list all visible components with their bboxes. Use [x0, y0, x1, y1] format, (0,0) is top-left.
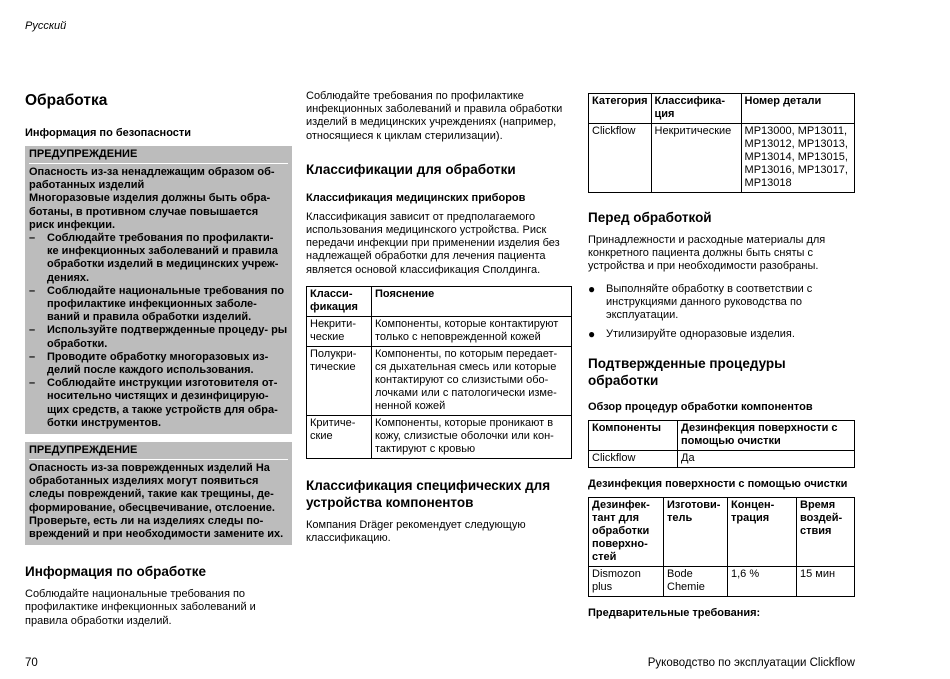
column-2: [306, 90, 572, 554]
warning-box: [25, 146, 292, 434]
med-class-heading: Классификация медицинских приборов: [306, 191, 526, 204]
prereq-heading: Предварительные требования:: [588, 607, 761, 620]
table-cell: 15 мин: [797, 567, 855, 597]
overview-heading: Обзор процедур обработки компонентов: [588, 401, 813, 414]
table-cell: Полукри- тические: [307, 346, 372, 415]
classification-heading: Классификации для обработки: [306, 161, 516, 177]
table-header-row: [589, 498, 855, 567]
table-header: Концен- трация: [728, 498, 797, 567]
column-1: [25, 90, 292, 637]
page-number: 70: [25, 657, 38, 669]
table-header: Компоненты: [589, 421, 678, 451]
intro-text: Соблюдайте требования по профилактике инфекционных заболеваний и правила обработки изделий в медицинских учреждениях (например, относящиеся к циклам стерилизации).: [306, 90, 563, 142]
table-cell: Компоненты, которые контактируют только с неповрежденной кожей: [372, 316, 572, 346]
med-class-text: Классификация зависит от предполагаемого использования медицинского устройства. Риск передачи инфекции при применении изделия без надлежащей обработки для лечения пациента является основой классификация Сполдинга.: [306, 210, 560, 276]
table-header: Дезинфек- тант для обработки поверхно- стей: [589, 498, 664, 567]
warning-item: – Проводите обработку многоразовых из- делий после каждого использования.: [29, 350, 269, 377]
warning-line: работанных изделий: [29, 179, 145, 192]
warning-line: риск инфекции.: [29, 218, 116, 231]
table-cell: Clickflow: [589, 124, 652, 193]
spaulding-table: [306, 286, 572, 459]
component-class-heading: Классификация специфических для устройства компонентов: [306, 477, 551, 510]
table-cell: 1,6 %: [728, 567, 797, 597]
table-header: Время воздей- ствия: [797, 498, 855, 567]
table-row: [589, 124, 855, 193]
warning-line: Многоразовые изделия должны быть обра-: [29, 192, 271, 205]
table-header-row: [589, 94, 855, 124]
section-title: Обработка: [25, 92, 108, 109]
warning-line: ботаны, в противном случае повышается: [29, 205, 259, 218]
manual-title: Руководство по эксплуатации Clickflow: [647, 657, 855, 669]
column-3: [588, 93, 855, 626]
table-cell: Компоненты, которые проникают в кожу, слизистые оболочки или кон- тактируют с кровью: [372, 415, 572, 458]
list-item: ● Утилизируйте одноразовые изделия.: [588, 327, 795, 342]
parts-table: [588, 93, 855, 193]
list-item: ● Выполняйте обработку в соответствии с инструкциями данного руководства по эксплуатации.: [588, 281, 813, 322]
overview-table: [588, 420, 855, 468]
table-cell: Bode Chemie: [664, 567, 728, 597]
warning-body: Опасность из-за поврежденных изделий На обработанных изделиях могут появиться следы повреждений, такие как трещины, де- формирование, обесцвечивание, отслоение. Проверьте, есть ли на изделиях следы по- вреждений и при необходимости замените их.: [29, 462, 284, 541]
table-cell: Критиче- ские: [307, 415, 372, 458]
table-header: Дезинфекция поверхности с помощью очистки: [678, 421, 855, 451]
disinfect-table: [588, 497, 855, 597]
table-cell: Dismozon plus: [589, 567, 664, 597]
warning-item: – Соблюдайте национальные требования по профилактике инфекционных заболе- ваний и правила обработки изделий.: [29, 284, 285, 324]
warning-body: [29, 166, 288, 430]
table-row: [307, 346, 572, 415]
warning-label: ПРЕДУПРЕЖДЕНИЕ: [29, 444, 288, 460]
table-row: [307, 415, 572, 458]
warning-label: ПРЕДУПРЕЖДЕНИЕ: [29, 148, 288, 164]
table-cell: Компоненты, по которым передает- ся дыхательная смесь или которые контактируют со слизистыми обо- лочками или с патологически изме- ненной кожей: [372, 346, 572, 415]
processing-info-text: Соблюдайте национальные требования по профилактике инфекционных заболеваний и правила обработки изделий.: [25, 588, 256, 627]
language-label: Русский: [25, 20, 67, 32]
surface-heading: Дезинфекция поверхности с помощью очистки: [588, 478, 848, 491]
table-header: Изготови- тель: [664, 498, 728, 567]
table-header-row: [307, 286, 572, 316]
warning-box-2: [25, 442, 292, 545]
processing-info-heading: Информация по обработке: [25, 564, 206, 580]
warning-line: Опасность из-за ненадлежащим образом об-: [29, 166, 275, 178]
table-row: [589, 567, 855, 597]
component-class-text: Компания Dräger рекомендует следующую классификацию.: [306, 518, 526, 545]
table-row: [589, 451, 855, 468]
table-header: Категория: [589, 94, 652, 124]
table-cell: Некритические: [651, 124, 741, 193]
safety-heading: Информация по безопасности: [25, 127, 192, 139]
before-heading: Перед обработкой: [588, 210, 712, 225]
table-header: Классифика- ция: [651, 94, 741, 124]
table-header: Номер детали: [741, 94, 854, 124]
table-cell: MP13000, MP13011, MP13012, MP13013, MP13014, MP13015, MP13016, MP13017, MP13018: [741, 124, 854, 193]
table-header: Пояснение: [372, 286, 572, 316]
warning-item: – Соблюдайте требования по профилакти- ке инфекционных заболеваний и правила обработки изделий в медицинских учреж- дениях.: [29, 232, 279, 284]
table-cell: Некрити- ческие: [307, 316, 372, 346]
warning-item: – Соблюдайте инструкции изготовителя от- носительно чистящих и дезинфицирую- щих средств, а также устройств для обра- ботки инструментов.: [29, 377, 278, 429]
validated-heading: Подтвержденные процедуры обработки: [588, 356, 786, 389]
bullet-icon: ●: [588, 327, 596, 342]
before-text: Принадлежности и расходные материалы для конкретного пациента должны быть сняты с устройства и при необходимости разобраны.: [588, 234, 826, 273]
table-cell: Clickflow: [589, 451, 678, 468]
bullet-icon: ●: [588, 281, 596, 296]
table-cell: Да: [678, 451, 855, 468]
warning-item: – Используйте подтвержденные процеду- ры обработки.: [29, 324, 288, 350]
table-header: Класси- фикация: [307, 286, 372, 316]
table-row: [307, 316, 572, 346]
table-header-row: [589, 421, 855, 451]
